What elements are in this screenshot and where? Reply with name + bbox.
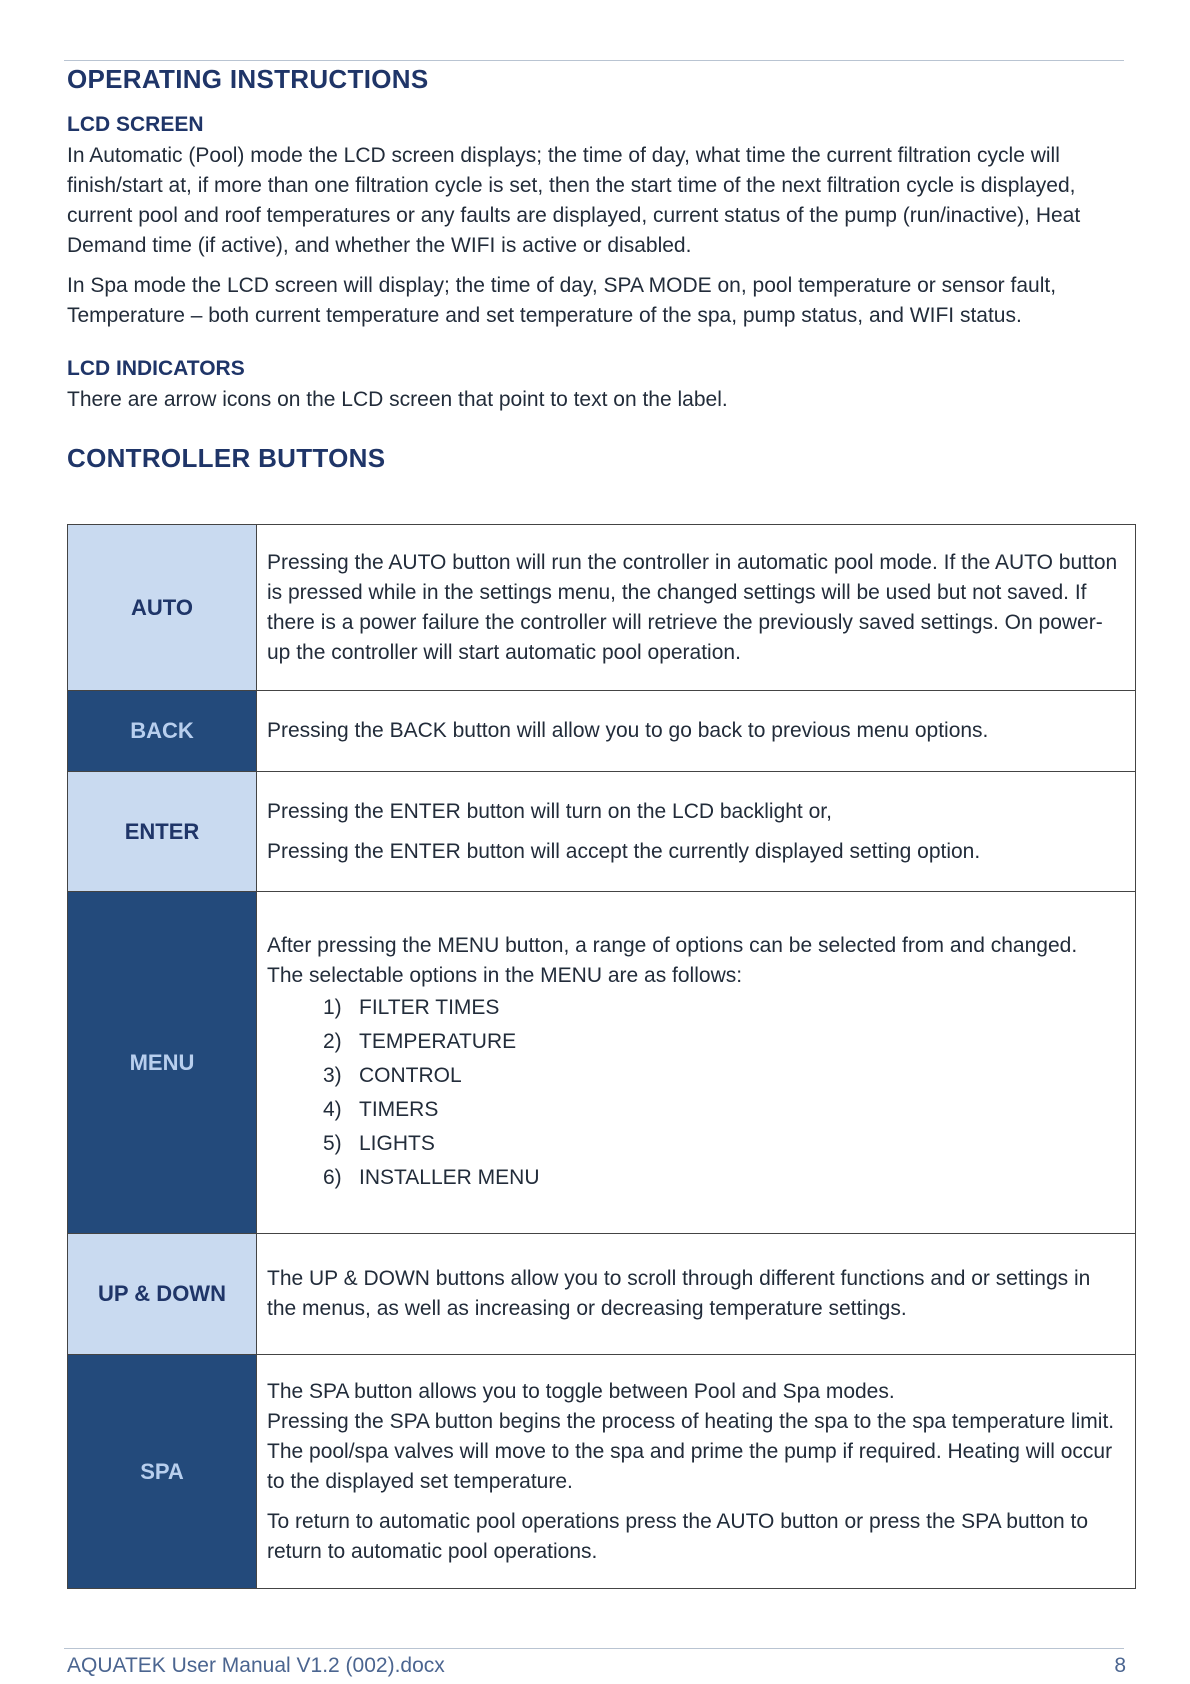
page-number: 8 xyxy=(1114,1654,1126,1677)
spa-button-description xyxy=(257,1355,1136,1589)
spa-description-line2: Pressing the SPA button begins the process of heating the spa to the spa temperature limit. The pool/spa valves will move to the spa and prime the pump if required. Heating will occur to the displayed set temperature. xyxy=(267,1409,1115,1493)
footer-document-name: AQUATEK User Manual V1.2 (002).docx xyxy=(67,1654,445,1677)
lcd-indicators-heading: LCD INDICATORS xyxy=(67,357,245,380)
table-row-menu xyxy=(68,892,1136,1234)
enter-button-description xyxy=(257,772,1136,892)
operating-instructions-heading: OPERATING INSTRUCTIONS xyxy=(67,64,429,94)
list-item xyxy=(323,991,1125,1025)
enter-description-line2: Pressing the ENTER button will accept the currently displayed setting option. xyxy=(267,839,981,863)
page-content xyxy=(67,62,1127,474)
list-item-number: 4) xyxy=(323,1097,342,1121)
list-item xyxy=(323,1161,1125,1195)
up-down-description-text: The UP & DOWN buttons allow you to scroll through different functions and or settings in the menus, as well as increasing or decreasing temperature settings. xyxy=(267,1267,1091,1320)
list-item-text: FILTER TIMES xyxy=(359,995,500,1019)
back-button-description xyxy=(257,691,1136,772)
table-row-back xyxy=(68,691,1136,772)
enter-button-label: ENTER xyxy=(68,772,257,892)
table-row-enter xyxy=(68,772,1136,892)
menu-intro-line2: The selectable options in the MENU are as follows: xyxy=(267,963,743,987)
list-item-text: TIMERS xyxy=(359,1097,439,1121)
back-button-label: BACK xyxy=(68,691,257,772)
spa-description-line3: To return to automatic pool operations press the AUTO button or press the SPA button to return to automatic pool operations. xyxy=(267,1509,1089,1563)
auto-description-text: Pressing the AUTO button will run the controller in automatic pool mode. If the AUTO button is pressed while in the settings menu, the changed settings will be used but not saved. If there is a power failure the controller will retrieve the previously saved settings. On power-up the controller will start automatic pool operation. xyxy=(267,550,1118,664)
table-row-up-down xyxy=(68,1234,1136,1355)
up-down-button-description xyxy=(257,1234,1136,1355)
lcd-screen-heading: LCD SCREEN xyxy=(67,113,204,136)
menu-options-list xyxy=(267,991,1125,1195)
menu-button-label: MENU xyxy=(68,892,257,1234)
header-rule xyxy=(64,60,1124,61)
list-item-number: 1) xyxy=(323,995,342,1019)
up-down-button-label: UP & DOWN xyxy=(68,1234,257,1355)
controller-buttons-heading: CONTROLLER BUTTONS xyxy=(67,443,386,473)
menu-button-description xyxy=(257,892,1136,1234)
list-item-number: 6) xyxy=(323,1165,342,1189)
list-item xyxy=(323,1127,1125,1161)
footer-rule xyxy=(64,1648,1124,1649)
auto-button-description xyxy=(257,525,1136,691)
list-item-text: TEMPERATURE xyxy=(359,1029,517,1053)
spa-button-label: SPA xyxy=(68,1355,257,1589)
list-item-text: INSTALLER MENU xyxy=(359,1165,540,1189)
list-item-number: 2) xyxy=(323,1029,342,1053)
lcd-screen-paragraph-pool: In Automatic (Pool) mode the LCD screen displays; the time of day, what time the current filtration cycle will finish/start at, if more than one filtration cycle is set, then the start time of the next filtration cycle is displayed, current pool and roof temperatures or any faults are displayed, current status of the pump (run/inactive), Heat Demand time (if active), and whether the WIFI is active or disabled. xyxy=(67,144,1081,257)
back-description-text: Pressing the BACK button will allow you to go back to previous menu options. xyxy=(267,719,989,742)
table-row-spa xyxy=(68,1355,1136,1589)
list-item xyxy=(323,1093,1125,1127)
list-item xyxy=(323,1025,1125,1059)
enter-description-line1: Pressing the ENTER button will turn on the LCD backlight or, xyxy=(267,799,832,823)
lcd-indicators-paragraph: There are arrow icons on the LCD screen that point to text on the label. xyxy=(67,388,728,411)
list-item xyxy=(323,1059,1125,1093)
list-item-number: 5) xyxy=(323,1131,342,1155)
list-item-text: CONTROL xyxy=(359,1063,462,1087)
lcd-screen-paragraph-spa: In Spa mode the LCD screen will display; the time of day, SPA MODE on, pool temperature or sensor fault, Temperature – both current temperature and set temperature of the spa, pump status, and WIFI status. xyxy=(67,274,1057,327)
list-item-number: 3) xyxy=(323,1063,342,1087)
menu-intro-line1: After pressing the MENU button, a range of options can be selected from and changed. xyxy=(267,933,1078,957)
list-item-text: LIGHTS xyxy=(359,1131,435,1155)
controller-buttons-table xyxy=(67,524,1136,1589)
auto-button-label: AUTO xyxy=(68,525,257,691)
spa-description-line1: The SPA button allows you to toggle between Pool and Spa modes. xyxy=(267,1379,895,1403)
table-row-auto xyxy=(68,525,1136,691)
